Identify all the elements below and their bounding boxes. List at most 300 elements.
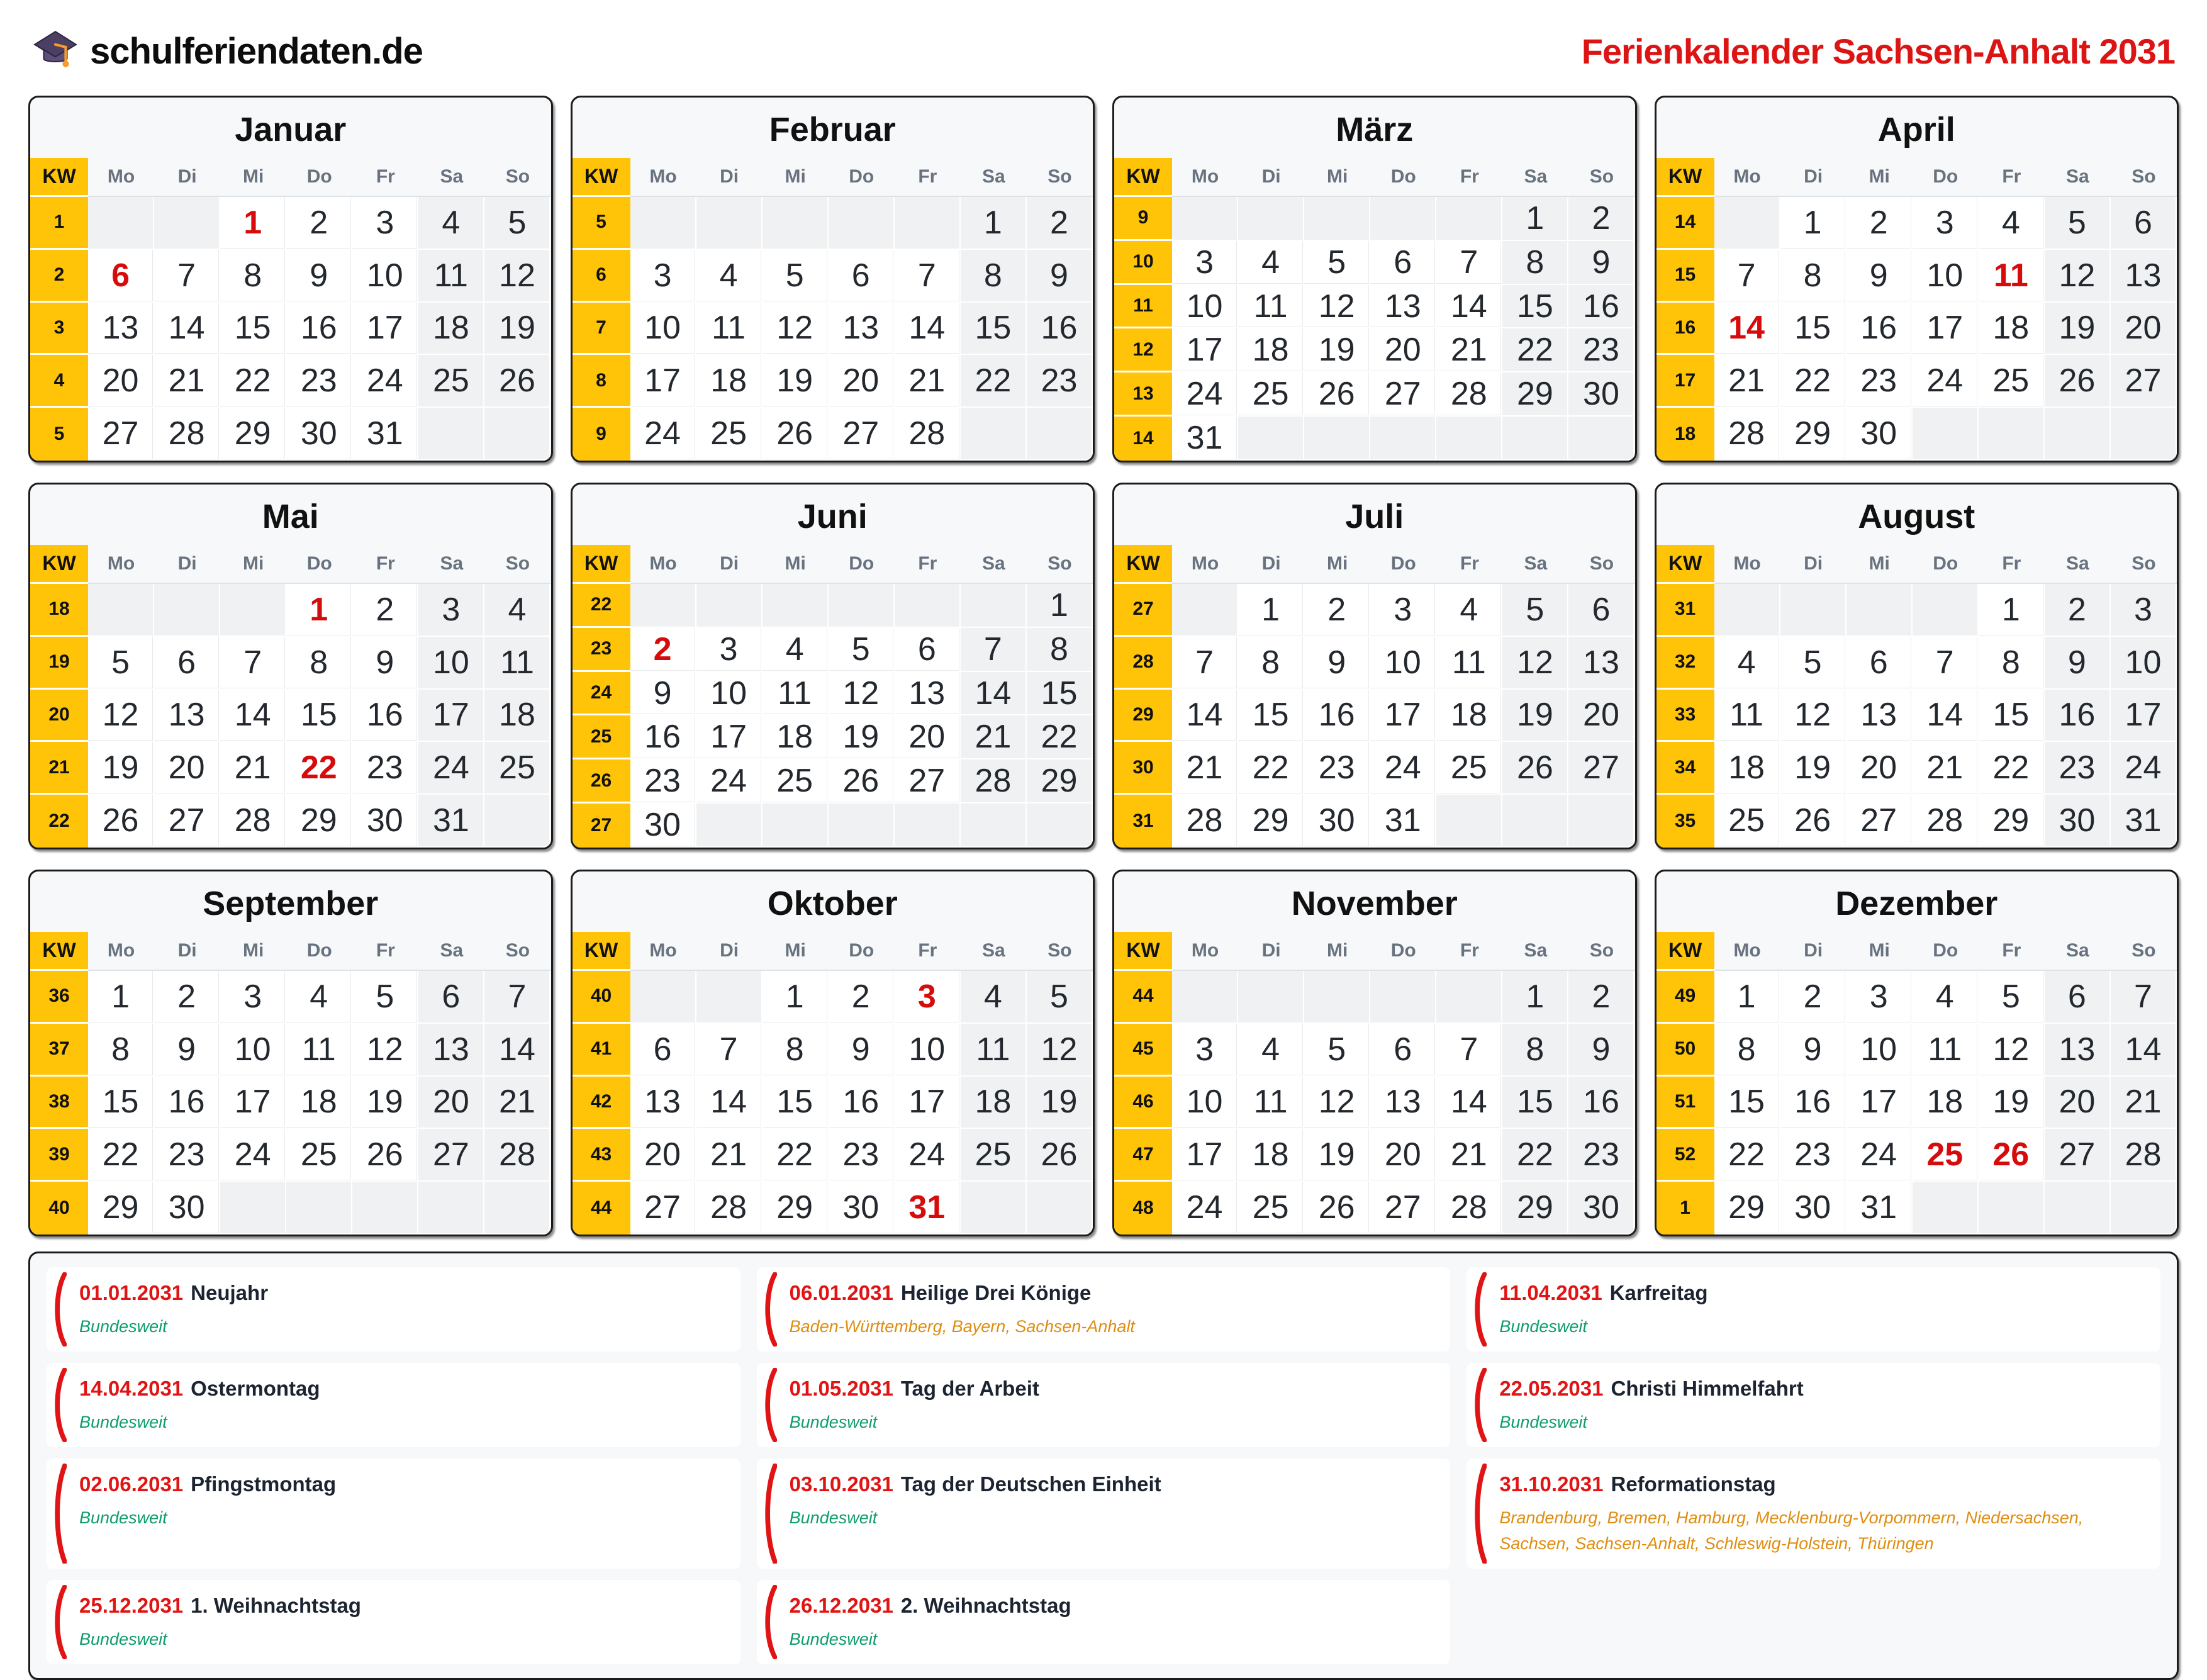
day-cell	[1370, 971, 1436, 1024]
day-cell: 8	[1714, 1024, 1780, 1077]
day-cell: 15	[1502, 1077, 1568, 1129]
day-cell: 30	[352, 795, 418, 848]
month-card	[571, 96, 1095, 462]
day-cell: 28	[1714, 408, 1780, 461]
day-cell: 15	[88, 1077, 154, 1129]
week-row	[573, 971, 1093, 1024]
weekday-header-cell: Mo	[1172, 545, 1238, 584]
day-cell: 2	[1780, 971, 1847, 1024]
holiday-day-cell: 26	[1979, 1129, 2045, 1182]
day-cell: 1	[1780, 197, 1847, 250]
accent-bracket-icon	[1473, 1272, 1487, 1347]
weekday-header-cell: Fr	[352, 545, 418, 584]
day-cell: 30	[1847, 408, 1913, 461]
day-cell: 11	[286, 1024, 352, 1077]
day-cell: 14	[1436, 1077, 1502, 1129]
day-cell: 21	[1714, 355, 1780, 408]
month-card	[1112, 96, 1637, 462]
week-row	[1657, 408, 2177, 461]
day-cell: 19	[352, 1077, 418, 1129]
weekday-header-cell: So	[2111, 158, 2177, 197]
day-cell	[1780, 584, 1847, 637]
week-row	[1114, 372, 1635, 417]
weekday-header-cell: Do	[286, 932, 352, 971]
day-cell: 8	[961, 250, 1027, 303]
weekday-header-cell: Mi	[1847, 158, 1913, 197]
legend-item	[1467, 1267, 2160, 1352]
kw-cell: 2	[30, 250, 88, 303]
holiday-line	[1499, 1472, 2143, 1496]
day-cell	[484, 408, 550, 461]
week-row	[1114, 197, 1635, 241]
day-cell	[220, 1182, 286, 1235]
day-cell: 29	[1714, 1182, 1780, 1235]
kw-header-cell: KW	[30, 932, 88, 971]
weekday-header-cell: So	[2111, 545, 2177, 584]
day-cell	[88, 197, 154, 250]
day-cell: 10	[1913, 250, 1979, 303]
kw-cell: 41	[573, 1024, 630, 1077]
kw-cell: 32	[1657, 637, 1714, 690]
day-cell: 31	[418, 795, 484, 848]
day-cell	[1979, 1182, 2045, 1235]
holiday-name: Neujahr	[191, 1281, 269, 1304]
day-cell: 6	[2111, 197, 2177, 250]
day-cell: 17	[1172, 328, 1238, 372]
kw-cell: 49	[1657, 971, 1714, 1024]
day-cell: 11	[1238, 285, 1304, 329]
day-cell: 5	[352, 971, 418, 1024]
weekday-header-cell: Fr	[1979, 932, 2045, 971]
week-row	[30, 303, 551, 356]
day-cell: 22	[1502, 328, 1568, 372]
day-cell: 21	[2111, 1077, 2177, 1129]
day-cell: 5	[88, 637, 154, 690]
day-cell: 9	[1568, 1024, 1634, 1077]
day-cell: 22	[961, 355, 1027, 408]
kw-cell: 12	[1114, 328, 1172, 372]
day-cell: 20	[1370, 1129, 1436, 1182]
holiday-day-cell: 3	[895, 971, 961, 1024]
day-cell	[1502, 417, 1568, 461]
kw-cell: 13	[1114, 372, 1172, 417]
weekday-header-cell: Fr	[1979, 545, 2045, 584]
week-row	[573, 804, 1093, 848]
week-row	[30, 355, 551, 408]
day-cell: 31	[1370, 795, 1436, 848]
accent-bracket-icon	[1473, 1368, 1487, 1442]
weekday-header-cell: Do	[286, 545, 352, 584]
day-cell: 20	[630, 1129, 696, 1182]
day-cell: 3	[696, 628, 763, 672]
day-cell	[1436, 971, 1502, 1024]
day-cell: 29	[220, 408, 286, 461]
kw-cell: 16	[1657, 303, 1714, 356]
day-cell	[829, 804, 895, 848]
day-cell: 2	[286, 197, 352, 250]
weekday-header-cell: Mo	[1714, 158, 1780, 197]
day-cell: 13	[630, 1077, 696, 1129]
kw-cell: 47	[1114, 1129, 1172, 1182]
day-cell: 7	[2111, 971, 2177, 1024]
day-cell: 19	[1304, 1129, 1370, 1182]
day-cell: 11	[484, 637, 550, 690]
weekday-header-cell: So	[484, 158, 550, 197]
day-cell	[1027, 1182, 1093, 1235]
weekday-header-cell: Di	[154, 158, 220, 197]
day-cell: 17	[220, 1077, 286, 1129]
weekday-header-cell: Di	[1238, 545, 1304, 584]
month-table	[573, 158, 1093, 461]
week-row	[1657, 250, 2177, 303]
day-cell: 30	[1568, 372, 1634, 417]
day-cell: 16	[630, 715, 696, 759]
weekday-header-cell: Sa	[961, 545, 1027, 584]
day-cell	[961, 584, 1027, 628]
weekday-header-cell: Di	[696, 545, 763, 584]
day-cell: 29	[763, 1182, 829, 1235]
day-cell: 26	[1502, 742, 1568, 795]
day-cell: 26	[1304, 372, 1370, 417]
months-grid	[28, 96, 2179, 1236]
week-row	[1657, 1024, 2177, 1077]
day-cell	[1714, 584, 1780, 637]
weekday-header-cell: Sa	[418, 932, 484, 971]
day-cell: 24	[352, 355, 418, 408]
kw-cell: 22	[30, 795, 88, 848]
day-cell: 16	[1780, 1077, 1847, 1129]
kw-cell: 4	[30, 355, 88, 408]
day-cell: 27	[2111, 355, 2177, 408]
day-cell: 30	[1568, 1182, 1634, 1235]
day-cell: 7	[220, 637, 286, 690]
day-cell: 10	[1370, 637, 1436, 690]
day-cell: 14	[220, 690, 286, 742]
day-cell: 21	[1436, 328, 1502, 372]
day-cell: 27	[2045, 1129, 2111, 1182]
day-cell: 3	[1172, 1024, 1238, 1077]
day-cell	[352, 1182, 418, 1235]
accent-bracket-icon	[763, 1464, 777, 1564]
day-cell: 26	[763, 408, 829, 461]
holiday-day-cell: 1	[286, 584, 352, 637]
weekday-header-cell: Mo	[88, 545, 154, 584]
graduation-cap-icon	[32, 28, 79, 74]
legend-item	[1467, 1459, 2160, 1569]
kw-cell: 6	[573, 250, 630, 303]
day-cell	[484, 1182, 550, 1235]
day-cell: 18	[286, 1077, 352, 1129]
weekday-header-cell: Sa	[2045, 545, 2111, 584]
day-cell: 29	[1502, 1182, 1568, 1235]
day-cell	[763, 197, 829, 250]
weekday-header-cell: Fr	[1979, 158, 2045, 197]
day-cell: 27	[1370, 1182, 1436, 1235]
kw-cell: 36	[30, 971, 88, 1024]
day-cell: 18	[1913, 1077, 1979, 1129]
day-cell: 27	[418, 1129, 484, 1182]
week-row	[573, 303, 1093, 356]
day-cell: 15	[1979, 690, 2045, 742]
week-row	[1657, 637, 2177, 690]
day-cell: 27	[630, 1182, 696, 1235]
day-cell	[961, 804, 1027, 848]
day-cell: 25	[1714, 795, 1780, 848]
day-cell: 4	[763, 628, 829, 672]
day-cell	[1027, 804, 1093, 848]
holiday-date: 06.01.2031	[789, 1281, 893, 1304]
kw-cell: 19	[30, 637, 88, 690]
day-cell: 19	[484, 303, 550, 356]
day-cell: 8	[763, 1024, 829, 1077]
holiday-day-cell: 22	[286, 742, 352, 795]
day-cell: 2	[154, 971, 220, 1024]
weekday-header-row	[573, 932, 1093, 971]
holiday-day-cell: 25	[1913, 1129, 1979, 1182]
weekday-header-cell: Mi	[763, 158, 829, 197]
day-cell: 3	[220, 971, 286, 1024]
day-cell: 16	[1568, 285, 1634, 329]
day-cell: 17	[895, 1077, 961, 1129]
day-cell: 17	[1172, 1129, 1238, 1182]
day-cell	[286, 1182, 352, 1235]
day-cell: 15	[763, 1077, 829, 1129]
week-row	[30, 795, 551, 848]
kw-cell: 26	[573, 759, 630, 804]
accent-bracket-icon	[53, 1368, 67, 1442]
day-cell: 13	[895, 672, 961, 716]
day-cell: 7	[1436, 241, 1502, 285]
day-cell: 10	[630, 303, 696, 356]
day-cell: 18	[1238, 328, 1304, 372]
day-cell: 19	[1304, 328, 1370, 372]
holiday-line	[79, 1594, 723, 1618]
kw-cell: 17	[1657, 355, 1714, 408]
week-row	[1657, 1077, 2177, 1129]
kw-header-cell: KW	[573, 932, 630, 971]
day-cell: 28	[1172, 795, 1238, 848]
accent-bracket-icon	[763, 1585, 777, 1659]
kw-cell: 30	[1114, 742, 1172, 795]
weekday-header-cell: So	[1027, 545, 1093, 584]
day-cell: 24	[1370, 742, 1436, 795]
day-cell: 20	[829, 355, 895, 408]
month-card	[1655, 483, 2179, 849]
kw-cell: 31	[1114, 795, 1172, 848]
day-cell: 28	[2111, 1129, 2177, 1182]
day-cell: 21	[895, 355, 961, 408]
day-cell	[1913, 408, 1979, 461]
kw-header-cell: KW	[1114, 932, 1172, 971]
day-cell: 12	[829, 672, 895, 716]
day-cell	[1568, 417, 1634, 461]
day-cell: 22	[1780, 355, 1847, 408]
day-cell: 4	[1436, 584, 1502, 637]
day-cell: 16	[829, 1077, 895, 1129]
weekday-header-cell: Fr	[895, 158, 961, 197]
day-cell: 13	[1370, 285, 1436, 329]
day-cell: 5	[2045, 197, 2111, 250]
day-cell: 19	[763, 355, 829, 408]
weekday-header-cell: Mi	[763, 545, 829, 584]
day-cell: 4	[961, 971, 1027, 1024]
day-cell: 19	[1780, 742, 1847, 795]
kw-cell: 5	[30, 408, 88, 461]
day-cell: 12	[484, 250, 550, 303]
holiday-date: 01.01.2031	[79, 1281, 184, 1304]
kw-cell: 22	[573, 584, 630, 628]
week-row	[573, 1129, 1093, 1182]
week-row	[573, 715, 1093, 759]
day-cell	[1436, 417, 1502, 461]
day-cell: 18	[1436, 690, 1502, 742]
weekday-header-row	[30, 545, 551, 584]
day-cell: 15	[220, 303, 286, 356]
week-row	[1657, 795, 2177, 848]
weekday-header-cell: Fr	[1436, 158, 1502, 197]
day-cell	[1502, 795, 1568, 848]
day-cell: 8	[1027, 628, 1093, 672]
week-row	[30, 1182, 551, 1235]
day-cell: 21	[961, 715, 1027, 759]
day-cell: 29	[1027, 759, 1093, 804]
holiday-day-cell: 14	[1714, 303, 1780, 356]
week-row	[573, 408, 1093, 461]
day-cell: 24	[1913, 355, 1979, 408]
day-cell: 27	[829, 408, 895, 461]
day-cell: 9	[1304, 637, 1370, 690]
weekday-header-cell: Fr	[352, 158, 418, 197]
day-cell: 18	[763, 715, 829, 759]
site-logo[interactable]	[32, 28, 423, 74]
day-cell: 11	[1913, 1024, 1979, 1077]
holiday-day-cell: 11	[1979, 250, 2045, 303]
accent-bracket-icon	[763, 1272, 777, 1347]
weekday-header-cell: Fr	[352, 932, 418, 971]
weekday-header-cell: Mo	[1714, 545, 1780, 584]
day-cell: 8	[1502, 241, 1568, 285]
day-cell: 21	[154, 355, 220, 408]
day-cell: 20	[154, 742, 220, 795]
week-row	[573, 759, 1093, 804]
day-cell: 25	[696, 408, 763, 461]
day-cell: 19	[829, 715, 895, 759]
day-cell: 4	[418, 197, 484, 250]
day-cell: 27	[1568, 742, 1634, 795]
day-cell: 10	[1172, 1077, 1238, 1129]
day-cell: 8	[1979, 637, 2045, 690]
kw-cell: 11	[1114, 285, 1172, 329]
day-cell: 12	[1780, 690, 1847, 742]
day-cell	[1027, 408, 1093, 461]
kw-header-cell: KW	[30, 545, 88, 584]
day-cell: 6	[2045, 971, 2111, 1024]
day-cell: 8	[88, 1024, 154, 1077]
holiday-date: 26.12.2031	[789, 1594, 893, 1618]
day-cell	[895, 804, 961, 848]
day-cell: 20	[418, 1077, 484, 1129]
day-cell: 2	[1568, 971, 1634, 1024]
holiday-regions: Baden-Württemberg, Bayern, Sachsen-Anhalt	[789, 1316, 1135, 1336]
weekday-header-cell: Sa	[1502, 932, 1568, 971]
day-cell: 20	[88, 355, 154, 408]
day-cell: 22	[1979, 742, 2045, 795]
day-cell: 1	[1238, 584, 1304, 637]
day-cell: 19	[1502, 690, 1568, 742]
day-cell	[1304, 197, 1370, 241]
accent-bracket-icon	[53, 1272, 67, 1347]
kw-cell: 48	[1114, 1182, 1172, 1235]
month-card	[28, 483, 553, 849]
day-cell: 7	[484, 971, 550, 1024]
holiday-line	[1499, 1377, 2143, 1401]
week-row	[30, 1024, 551, 1077]
weekday-header-cell: Mi	[763, 932, 829, 971]
day-cell: 12	[1304, 1077, 1370, 1129]
kw-cell: 8	[573, 355, 630, 408]
weekday-header-cell: So	[1568, 545, 1634, 584]
legend-item	[47, 1459, 740, 1569]
day-cell: 20	[2111, 303, 2177, 356]
holiday-line	[790, 1377, 1433, 1401]
weekday-header-cell: Fr	[1436, 545, 1502, 584]
day-cell: 10	[352, 250, 418, 303]
day-cell: 12	[1502, 637, 1568, 690]
day-cell: 2	[2045, 584, 2111, 637]
weekday-header-cell: So	[1568, 158, 1634, 197]
day-cell: 17	[1370, 690, 1436, 742]
day-cell: 12	[1304, 285, 1370, 329]
day-cell: 16	[352, 690, 418, 742]
holiday-day-cell: 2	[630, 628, 696, 672]
month-title: Oktober	[767, 885, 898, 922]
day-cell: 23	[1847, 355, 1913, 408]
day-cell: 14	[2111, 1024, 2177, 1077]
kw-cell: 52	[1657, 1129, 1714, 1182]
holiday-name: 1. Weihnachtstag	[191, 1594, 361, 1618]
day-cell: 4	[1714, 637, 1780, 690]
day-cell: 1	[1714, 971, 1780, 1024]
day-cell: 29	[1238, 795, 1304, 848]
month-card	[28, 96, 553, 462]
week-row	[573, 1024, 1093, 1077]
kw-cell: 23	[573, 628, 630, 672]
month-title: Februar	[769, 111, 896, 148]
month-table	[573, 545, 1093, 848]
day-cell	[829, 197, 895, 250]
day-cell: 5	[1304, 241, 1370, 285]
day-cell: 11	[1436, 637, 1502, 690]
day-cell: 24	[2111, 742, 2177, 795]
day-cell: 11	[763, 672, 829, 716]
day-cell: 10	[2111, 637, 2177, 690]
weekday-header-cell: Sa	[418, 545, 484, 584]
day-cell	[220, 584, 286, 637]
holiday-name: Karfreitag	[1609, 1281, 1708, 1304]
holiday-line	[79, 1472, 723, 1496]
kw-cell: 21	[30, 742, 88, 795]
day-cell: 26	[829, 759, 895, 804]
day-cell: 23	[154, 1129, 220, 1182]
day-cell: 22	[220, 355, 286, 408]
day-cell: 22	[763, 1129, 829, 1182]
day-cell: 30	[286, 408, 352, 461]
day-cell: 11	[1714, 690, 1780, 742]
day-cell: 4	[286, 971, 352, 1024]
day-cell	[2045, 408, 2111, 461]
kw-header-cell: KW	[1657, 932, 1714, 971]
week-row	[1114, 1024, 1635, 1077]
